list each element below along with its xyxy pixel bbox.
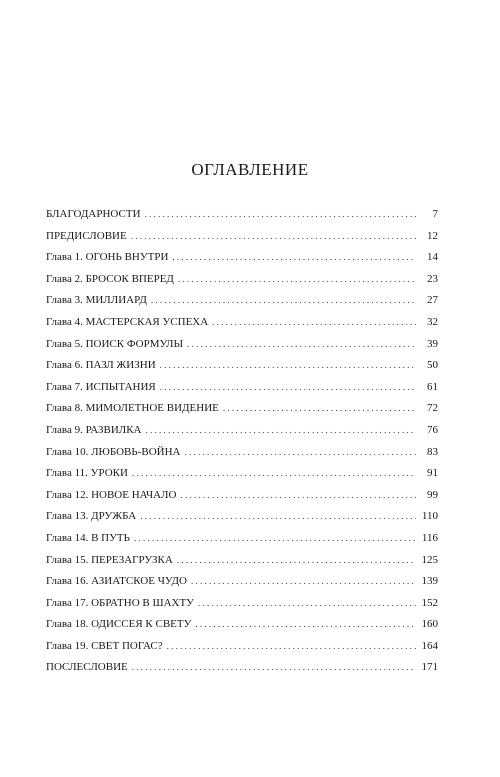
toc-entry-page: 32 (427, 315, 438, 328)
dot-leader (145, 204, 416, 226)
toc-entry[interactable] (46, 377, 438, 399)
toc-entry[interactable] (46, 355, 438, 377)
toc-entry-page: 164 (421, 639, 438, 652)
dot-leader (140, 506, 416, 528)
toc-title: ОГЛАВЛЕНИЕ (191, 160, 309, 179)
toc-entry-page: 23 (427, 272, 438, 285)
toc-entry-page: 76 (427, 423, 438, 436)
dot-leader (132, 657, 416, 679)
toc-entry-label: Глава 6. ПАЗЛ ЖИЗНИ (46, 359, 156, 372)
toc-entry[interactable] (46, 528, 438, 550)
dot-leader (132, 463, 416, 485)
toc-entry-label: Глава 5. ПОИСК ФОРМУЛЫ (46, 337, 184, 350)
dot-leader (172, 247, 416, 269)
dot-leader (177, 550, 416, 572)
toc-entry[interactable] (46, 571, 438, 593)
dot-leader (178, 269, 416, 291)
toc-entry[interactable] (46, 247, 438, 269)
toc-entry[interactable] (46, 614, 438, 636)
dot-leader (160, 355, 416, 377)
toc-entry-label: Глава 19. СВЕТ ПОГАС? (46, 639, 163, 652)
toc-entry-page: 152 (421, 596, 438, 609)
toc-entry-page: 83 (427, 445, 438, 458)
toc-entry[interactable] (46, 593, 438, 615)
toc-entry-label: Глава 4. МАСТЕРСКАЯ УСПЕХА (46, 315, 209, 328)
toc-entry-label: Глава 12. НОВОЕ НАЧАЛО (46, 488, 177, 501)
toc-entry[interactable] (46, 420, 438, 442)
toc-entry[interactable] (46, 442, 438, 464)
toc-entry[interactable] (46, 506, 438, 528)
toc-entry-label: Глава 18. ОДИССЕЯ К СВЕТУ (46, 618, 192, 631)
dot-leader (134, 528, 416, 550)
toc-entry-label: Глава 3. МИЛЛИАРД (46, 294, 147, 307)
toc-entry[interactable] (46, 636, 438, 658)
toc-entry-label: ПРЕДИСЛОВИЕ (46, 229, 127, 242)
toc-entry-page: 14 (427, 251, 438, 264)
toc-entry-page: 116 (421, 531, 438, 544)
toc-entry-page: 160 (421, 618, 438, 631)
toc-entry-label: Глава 9. РАЗВИЛКА (46, 423, 142, 436)
toc-entry-page: 39 (427, 337, 438, 350)
dot-leader (198, 593, 416, 615)
toc-entry[interactable] (46, 269, 438, 291)
toc-entry-page: 12 (427, 229, 438, 242)
toc-entry[interactable] (46, 312, 438, 334)
toc-entry-page: 171 (421, 661, 438, 674)
toc-entry-label: Глава 8. МИМОЛЕТНОЕ ВИДЕНИЕ (46, 402, 219, 415)
toc-entry-page: 99 (427, 488, 438, 501)
toc-entry-label: Глава 15. ПЕРЕЗАГРУЗКА (46, 553, 173, 566)
toc-entry-page: 139 (421, 575, 438, 588)
dot-leader (167, 636, 416, 658)
toc-entry[interactable] (46, 398, 438, 420)
toc-entry[interactable] (46, 290, 438, 312)
toc-entry-page: 91 (427, 467, 438, 480)
toc-entry-page: 110 (421, 510, 438, 523)
dot-leader (187, 334, 416, 356)
toc-entry[interactable] (46, 463, 438, 485)
toc-entry-label: ПОСЛЕСЛОВИЕ (46, 661, 128, 674)
toc-entry-label: Глава 17. ОБРАТНО В ШАХТУ (46, 596, 194, 609)
toc-entry-label: Глава 1. ОГОНЬ ВНУТРИ (46, 251, 169, 264)
toc-entry[interactable] (46, 204, 438, 226)
toc-entry-label: Глава 13. ДРУЖБА (46, 510, 137, 523)
dot-leader (223, 398, 416, 420)
toc-entry[interactable] (46, 226, 438, 248)
toc-entry[interactable] (46, 657, 438, 679)
toc-entry-page: 72 (427, 402, 438, 415)
toc-entry-label: Глава 2. БРОСОК ВПЕРЕД (46, 272, 174, 285)
toc-entry-label: Глава 14. В ПУТЬ (46, 531, 130, 544)
dot-leader (151, 290, 416, 312)
dot-leader (131, 226, 416, 248)
toc-entry-page: 27 (427, 294, 438, 307)
dot-leader (195, 614, 416, 636)
toc-entry[interactable] (46, 550, 438, 572)
dot-leader (184, 442, 416, 464)
toc-entry-label: Глава 7. ИСПЫТАНИЯ (46, 380, 156, 393)
toc-entry[interactable] (46, 334, 438, 356)
dot-leader (180, 485, 416, 507)
toc-list (46, 204, 438, 679)
dot-leader (146, 420, 417, 442)
toc-entry-page: 125 (421, 553, 438, 566)
dot-leader (160, 377, 416, 399)
toc-entry-label: Глава 16. АЗИАТСКОЕ ЧУДО (46, 575, 187, 588)
dot-leader (191, 571, 416, 593)
toc-entry-page: 7 (432, 208, 438, 220)
toc-entry[interactable] (46, 485, 438, 507)
toc-entry-page: 50 (427, 359, 438, 372)
toc-entry-page: 61 (427, 380, 438, 393)
dot-leader (212, 312, 416, 334)
toc-entry-label: Глава 10. ЛЮБОВЬ-ВОЙНА (46, 445, 181, 458)
toc-entry-label: Глава 11. УРОКИ (46, 467, 128, 480)
toc-entry-label: БЛАГОДАРНОСТИ (46, 208, 141, 220)
